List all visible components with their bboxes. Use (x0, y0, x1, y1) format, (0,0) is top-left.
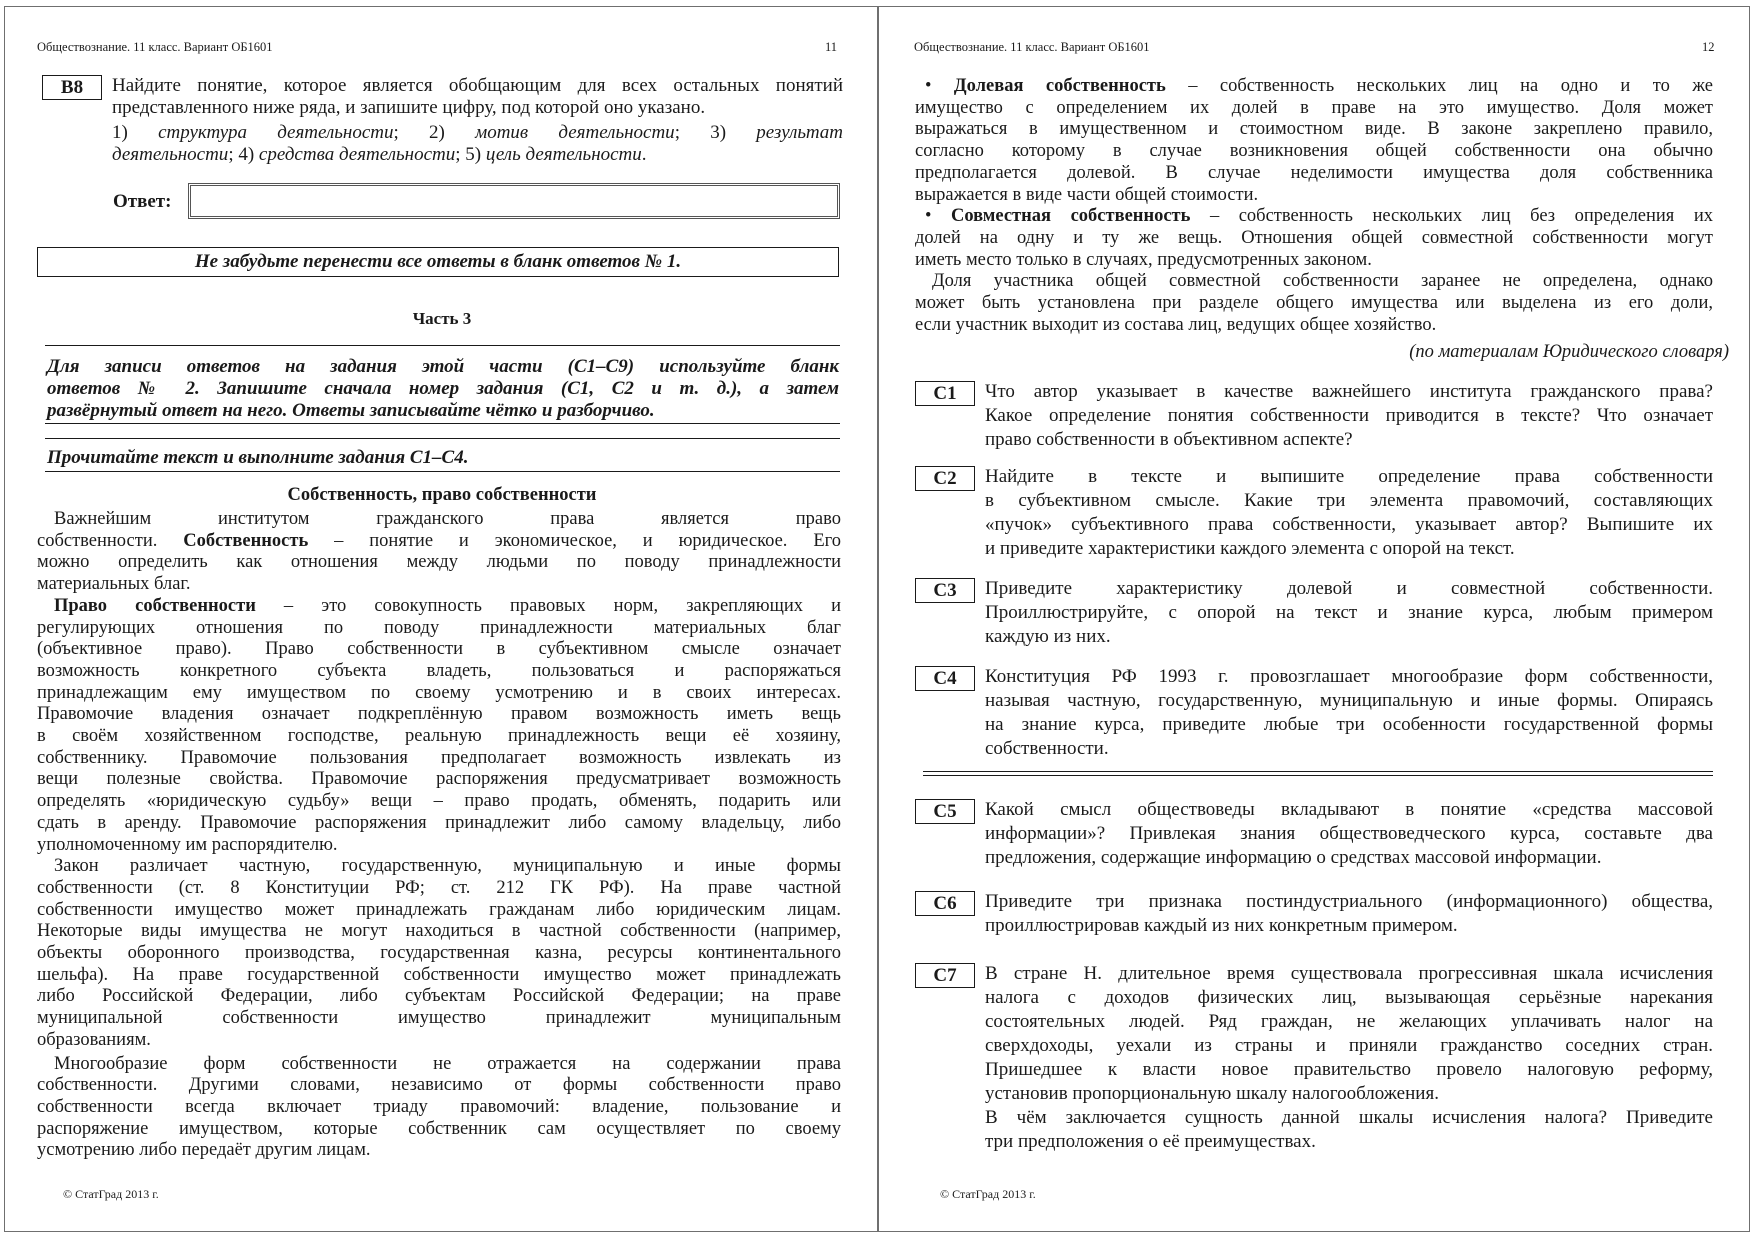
task-code-c5: С5 (915, 799, 975, 824)
section-separator (923, 771, 1713, 772)
text-line: иметь место только в случаях, предусмотренных законом. (915, 249, 1372, 270)
b8-options-line: 1) структура деятельности; 2) мотив деятельности; 3) результат (112, 122, 843, 143)
part3-instruction (47, 356, 839, 422)
text-line: выражаться в имущественном и стоимостном виде. В законе закреплено правило, (915, 119, 1713, 140)
text-line: уполномоченному им распорядителю. (37, 834, 338, 855)
text-line: определять «юридическую судьбу» вещи – право продать, обменять, подарить или (37, 791, 841, 812)
text-line: собственности (ст. 8 Конституции РФ; ст. 212 ГК РФ). На праве частной (37, 877, 841, 898)
source-text-continued (915, 76, 1713, 336)
text-line: муниципальной собственности имущество принадлежит муниципальным (37, 1008, 841, 1029)
page-footer: © СтатГрад 2013 г. (63, 1187, 159, 1201)
text-line: выражается в виде части общей стоимости. (915, 184, 1259, 205)
text-line: шельфа). На праве государственной собственности имущество может принадлежать (37, 964, 841, 985)
text-line: (объективное право). Право собственности в субъективном смысле означает (37, 639, 841, 660)
task-line: проиллюстрировав каждый из них конкретным примером. (985, 915, 1458, 936)
divider (45, 471, 840, 472)
task-code-c2: С2 (915, 466, 975, 491)
source-attribution: (по материалам Юридического словаря) (1409, 342, 1729, 362)
page-header-title: Обществознание. 11 класс. Вариант ОБ1601 (914, 40, 1150, 54)
read-text-instruction: Прочитайте текст и выполните задания С1–С4. (47, 447, 469, 468)
page-number: 12 (1702, 40, 1715, 54)
part-title: Часть 3 (412, 309, 472, 328)
right-page (878, 6, 1750, 1232)
text-line: Многообразие форм собственности не отражается на содержании права (54, 1053, 841, 1074)
task-line: каждую из них. (985, 626, 1111, 647)
text-line: согласно которому в случае возникновения общей собственности она обычно (915, 141, 1713, 162)
task-line: В чём заключается сущность данной шкалы исчисления налога? Приведите (985, 1107, 1713, 1128)
text-line: Правомочие владения означает подкреплённую правом возможность иметь вещь (37, 704, 841, 725)
task-line: право собственности в объективном аспекте? (985, 429, 1353, 450)
task-line: «пучок» субъективного права собственности, указывает автор? Выпишите их (985, 514, 1713, 535)
instruction-line: развёрнутый ответ на него. Ответы записывайте чётко и разборчиво. (47, 400, 655, 421)
text-line: образованиям. (37, 1029, 151, 1050)
task-line: и приведите характеристики каждого элемента с опорой на текст. (985, 538, 1515, 559)
task-line: информации»? Привлекая знания обществоведческого курса, составьте два (985, 823, 1713, 844)
text-line: • Совместная собственность – собственность нескольких лиц без определения их (925, 206, 1713, 227)
task-c2 (985, 465, 1713, 561)
task-c4 (985, 665, 1713, 761)
text-line: распоряжение имуществом, которые собственник сам осуществляет по своему (37, 1118, 841, 1139)
task-line: Какое определение понятия собственности приводится в тексте? Что означает (985, 405, 1713, 426)
task-code-c1: С1 (915, 381, 975, 406)
task-line: Конституция РФ 1993 г. провозглашает многообразие форм собственности, (985, 666, 1713, 687)
text-line: • Долевая собственность – собственность нескольких лиц на одно и то же (925, 76, 1714, 96)
b8-question (112, 75, 843, 166)
task-line: установив пропорциональную шкалу налогообложения. (985, 1083, 1439, 1104)
text-line: собственности. Другими словами, независимо от формы собственности право (37, 1075, 841, 1096)
text-line: Важнейшим институтом гражданского права является право (54, 509, 841, 529)
text-line: может быть установлена при разделе общего имущества или выделена из его доли, (915, 293, 1713, 314)
text-line: долей на одну и ту же вещь. Отношения общей совместной собственности могут (915, 227, 1713, 248)
text-line: Некоторые виды имущества не могут находиться в частной собственности (например, (37, 921, 841, 942)
text-line: регулирующих отношения по поводу принадлежности материальных благ (37, 617, 841, 638)
task-code-b8: B8 (42, 75, 102, 100)
task-line: состоятельных людей. Ряд граждан, не желающих уплачивать налог на (985, 1011, 1713, 1032)
task-line: три предположения о её преимуществах. (985, 1131, 1316, 1152)
task-line: Проиллюстрируйте, с опорой на текст и знание курса, любым примером (985, 602, 1713, 623)
text-line: собственности всегда включает триаду правомочий: владение, пользование и (37, 1096, 841, 1117)
text-line: предполагается долевой. В случае неделимости имущества доля собственника (915, 162, 1713, 183)
task-line: на знание курса, приведите любые три особенности государственной формы (985, 714, 1713, 735)
task-line: В стране Н. длительное время существовала прогрессивная шкала исчисления (985, 963, 1713, 984)
text-line: собственнику. Правомочие пользования предполагает возможность извлекать из (37, 747, 841, 768)
task-line: в субъективном смысле. Какие три элемента правомочий, составляющих (985, 490, 1713, 511)
task-line: Пришедшее к власти новое правительство провело налоговую реформу, (985, 1059, 1713, 1080)
task-c3 (985, 577, 1713, 649)
text-line: материальных благ. (37, 574, 191, 595)
section-separator (923, 775, 1713, 776)
text-line: Закон различает частную, государственную, муниципальную и иные формы (54, 856, 841, 877)
text-line: усмотрению либо передаёт другим лицам. (37, 1140, 371, 1161)
text-line: имущество с определением их долей в праве на это имущество. Доля может (915, 97, 1713, 118)
text-line: Право собственности – это совокупность правовых норм, закрепляющих и (54, 595, 842, 616)
task-line: Приведите три признака постиндустриального (информационного) общества, (985, 891, 1713, 912)
task-code-c7: С7 (915, 963, 975, 988)
instruction-line: ответов № 2. Запишите сначала номер задания (С1, С2 и т. д.), а затем (47, 378, 839, 399)
page-header-title: Обществознание. 11 класс. Вариант ОБ1601 (37, 40, 273, 54)
text-line: сдать в аренду. Правомочие распоряжения принадлежит либо самому владельцу, либо (37, 812, 841, 833)
answer-input[interactable] (188, 183, 840, 219)
divider (45, 423, 840, 424)
task-line: налога с доходов физических лиц, вызывающая серьёзные нарекания (985, 987, 1713, 1008)
page-number: 11 (825, 40, 838, 54)
text-line: вещи полезные свойства. Правомочие распоряжения предусматривает возможность (37, 769, 841, 790)
task-code-c4: С4 (915, 666, 975, 691)
text-line: можно определить как отношения между людьми по поводу принадлежности (37, 552, 841, 573)
task-line: предложения, содержащие информацию о средствах массовой информации. (985, 847, 1602, 868)
divider (45, 345, 840, 346)
page-footer: © СтатГрад 2013 г. (940, 1187, 1036, 1201)
b8-text-line: Найдите понятие, которое является обобщающим для всех остальных понятий (112, 75, 843, 96)
answer-label: Ответ: (113, 191, 172, 212)
b8-text-line: представленного ниже ряда, и запишите цифру, под которой оно указано. (112, 97, 706, 118)
task-code-c6: С6 (915, 891, 975, 916)
task-c5 (985, 798, 1713, 870)
text-line: собственности. Собственность – понятие и экономическое, и юридическое. Его (37, 530, 841, 551)
b8-options-line: деятельности; 4) средства деятельности; 5) цель деятельности. (112, 144, 647, 165)
left-page (4, 6, 878, 1232)
task-line: Найдите в тексте и выпишите определение права собственности (985, 466, 1713, 487)
divider (45, 438, 840, 439)
instruction-line: Для записи ответов на задания этой части (С1–С9) используйте бланк (47, 356, 839, 377)
source-text (37, 509, 841, 1162)
text-line: объекты оборонного производства, государственная казна, ресурсы континентального (37, 943, 841, 964)
text-line: принадлежащим ему имуществом по своему усмотрению и в своих интересах. (37, 682, 841, 703)
task-line: Приведите характеристику долевой и совместной собственности. (985, 578, 1713, 599)
task-c1 (985, 380, 1713, 452)
text-line: либо Российской Федерации, либо субъектам Российской Федерации; на праве (37, 986, 841, 1007)
text-line: если участник выходит из состава лиц, ведущих общее хозяйство. (915, 314, 1437, 335)
text-line: в своём хозяйственном господстве, реальную принадлежность вещи её хозяину, (37, 726, 841, 747)
task-line: сверхдоходы, уехали из страны и приняли гражданство соседних стран. (985, 1035, 1713, 1056)
text-line: собственности имущество может принадлежать гражданам либо юридическим лицам. (37, 899, 841, 920)
task-c7 (985, 962, 1713, 1154)
text-line: возможность конкретного субъекта владеть, пользоваться и распоряжаться (37, 660, 841, 681)
text-line: Доля участника общей совместной собственности заранее не определена, однако (932, 271, 1713, 292)
task-line: собственности. (985, 738, 1109, 759)
task-c6 (985, 890, 1713, 938)
transfer-reminder: Не забудьте перенести все ответы в бланк ответов № 1. (37, 247, 839, 277)
text-title: Собственность, право собственности (287, 485, 597, 505)
task-line: называя частную, государственную, муниципальную и иные формы. Опираясь (985, 690, 1713, 711)
task-line: Какой смысл обществоведы вкладывают в понятие «средства массовой (985, 799, 1713, 820)
task-code-c3: С3 (915, 578, 975, 603)
task-line: Что автор указывает в качестве важнейшего института гражданского права? (985, 381, 1713, 402)
